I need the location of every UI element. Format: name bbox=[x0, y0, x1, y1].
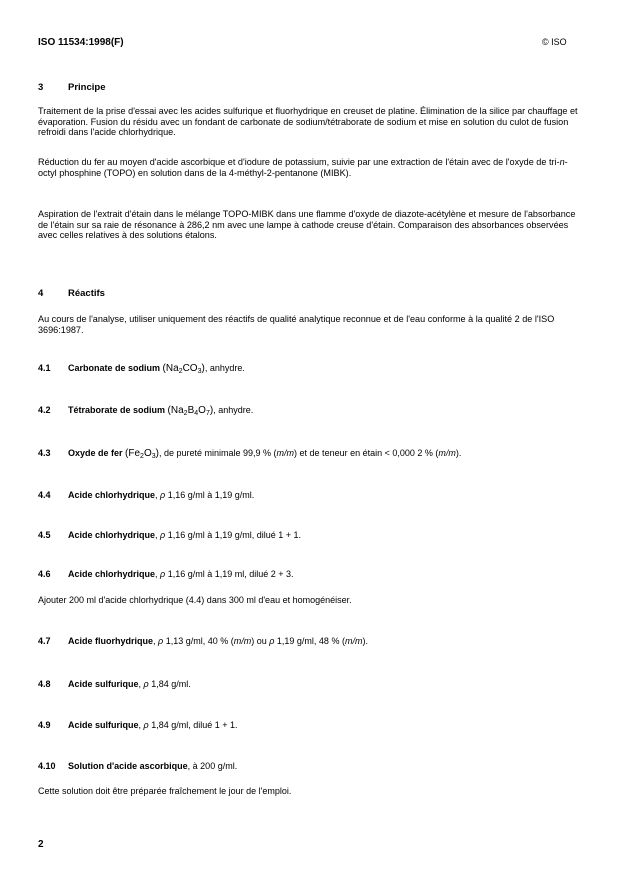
principe-paragraph-2: Réduction du fer au moyen d'acide ascorbique et d'iodure de potassium, suivie par une extraction de l'étain avec de l'oxyde de tri-n-octyl phosphine (TOPO) en solution dans de la 4-méthyl-2-pentanone (MIBK). bbox=[38, 157, 568, 178]
reagent-4-4: 4.4 Acide chlorhydrique, ρ 1,16 g/ml à 1,19 g/ml. bbox=[38, 490, 255, 500]
section-3-heading bbox=[38, 82, 106, 93]
section-4-heading bbox=[38, 288, 105, 299]
reagent-4-10: 4.10 Solution d'acide ascorbique, à 200 g/ml. bbox=[38, 761, 238, 771]
reagent-4-1: 4.1 Carbonate de sodium $(Na_2CO_3)$, anhydre. bbox=[38, 363, 245, 375]
reagent-4-6-note: Ajouter 200 ml d'acide chlorhydrique (4.4) dans 300 ml d'eau et homogénéiser. bbox=[38, 595, 352, 605]
principe-paragraph-1: Traitement de la prise d'essai avec les acides sulfurique et fluorhydrique en creuset de platine. Élimination de la silice par chauffage et évaporation. Fusion du résidu avec un fondant de carbonate de sodium/tétraborate de sodium et mise en solution du culot de fusion refroidi dans l'acide chlorhydrique. bbox=[38, 106, 578, 137]
reagent-4-10-note: Cette solution doit être préparée fraîchement le jour de l'emploi. bbox=[38, 786, 292, 796]
section-number: 4 bbox=[38, 288, 44, 299]
reagent-4-3: 4.3 Oxyde de fer $(Fe_2O_3)$, de pureté minimale 99,9 % (m/m) et de teneur en étain < 0,000 2 % (m/m). bbox=[38, 448, 462, 460]
section-number: 3 bbox=[38, 82, 44, 93]
section-title: Réactifs bbox=[68, 288, 105, 299]
section-title: Principe bbox=[68, 82, 106, 93]
copyright: © ISO bbox=[542, 37, 567, 47]
reagent-4-8: 4.8 Acide sulfurique, ρ 1,84 g/ml. bbox=[38, 679, 191, 689]
reagent-4-9: 4.9 Acide sulfurique, ρ 1,84 g/ml, dilué 1 + 1. bbox=[38, 720, 238, 730]
principe-paragraph-3: Aspiration de l'extrait d'étain dans le mélange TOPO-MIBK dans une flamme d'oxyde de diazote-acétylène et mesure de l'absorbance de l'étain sur sa raie de résonance à 286,2 nm avec une lampe à cathode creuse d'étain. Comparaison des absorbances observées avec celles relatives à des solutions étalons. bbox=[38, 209, 576, 240]
standard-id: ISO 11534:1998(F) bbox=[38, 37, 124, 48]
reagent-4-6: 4.6 Acide chlorhydrique, ρ 1,16 g/ml à 1,19 ml, dilué 2 + 3. bbox=[38, 569, 294, 579]
page-number: 2 bbox=[38, 839, 44, 850]
reactifs-intro: Au cours de l'analyse, utiliser uniquement des réactifs de qualité analytique reconnue et de l'eau conforme à la qualité 2 de l'ISO 3696:1987. bbox=[38, 314, 555, 335]
reagent-4-7: 4.7 Acide fluorhydrique, ρ 1,13 g/ml, 40 % (m/m) ou ρ 1,19 g/ml, 48 % (m/m). bbox=[38, 636, 368, 646]
reagent-4-5: 4.5 Acide chlorhydrique, ρ 1,16 g/ml à 1,19 g/ml, dilué 1 + 1. bbox=[38, 530, 302, 540]
reagent-4-2: 4.2 Tétraborate de sodium $(Na_2B_4O_7)$, anhydre. bbox=[38, 405, 254, 417]
